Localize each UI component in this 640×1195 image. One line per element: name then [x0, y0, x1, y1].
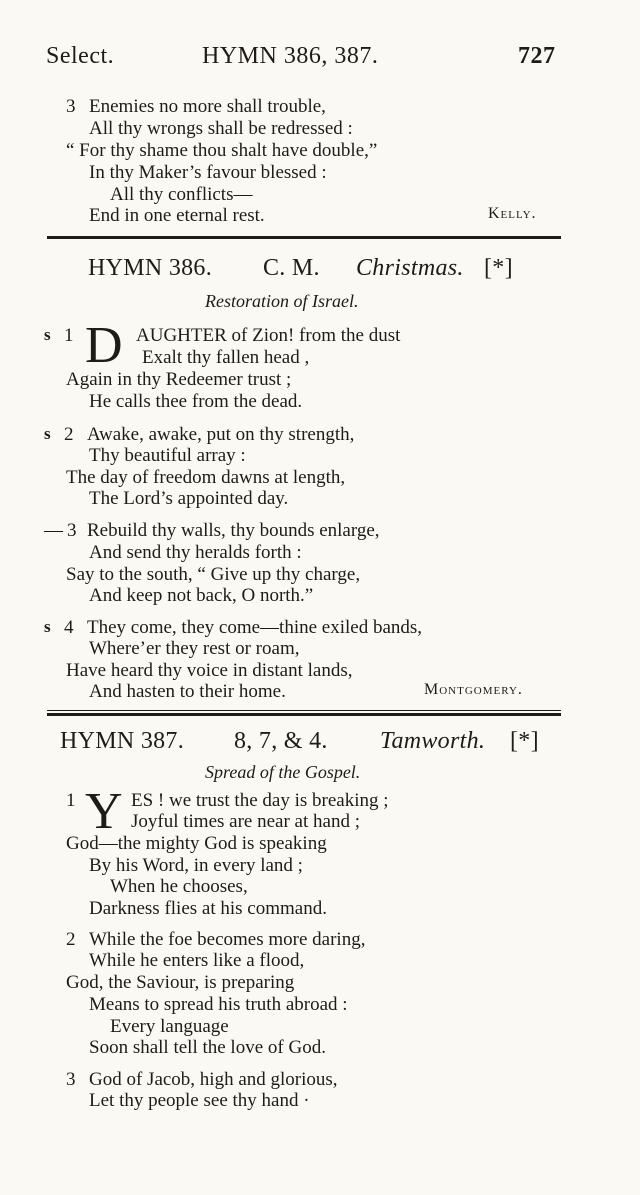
- verse-line: Have heard thy voice in distant lands,: [66, 660, 353, 681]
- stanza-number: 1: [66, 790, 76, 811]
- verse-line: When he chooses,: [110, 876, 248, 897]
- verse-line: Let thy people see thy hand ·: [89, 1090, 310, 1111]
- hymn-subtitle: Restoration of Israel.: [205, 291, 359, 311]
- verse-line: Say to the south, “ Give up thy charge,: [66, 564, 361, 585]
- stanza-number: 4: [64, 617, 74, 638]
- hymn-tune: Christmas.: [356, 255, 464, 281]
- drop-cap: Y: [85, 783, 123, 840]
- hymn-tune: Tamworth.: [380, 728, 486, 754]
- hymn-number: HYMN 387.: [60, 728, 185, 754]
- hymn-author: Montgomery.: [424, 681, 523, 698]
- verse-line: Darkness flies at his command.: [89, 898, 327, 919]
- verse-line: While he enters like a flood,: [89, 950, 305, 971]
- stanza-number: 2: [66, 929, 76, 950]
- verse-line: They come, they come—thine exiled bands,: [87, 617, 423, 638]
- verse-line: All thy conflicts—: [110, 184, 253, 205]
- running-header-section: Select.: [46, 43, 115, 69]
- verse-line: Rebuild thy walls, thy bounds enlarge,: [87, 520, 380, 541]
- stanza-number: 3: [66, 96, 76, 117]
- stanza-number: 2: [64, 424, 74, 445]
- verse-line: And send thy heralds forth :: [89, 542, 302, 563]
- section-divider-bottom: [47, 713, 561, 716]
- verse-line: In thy Maker’s favour blessed :: [89, 162, 327, 183]
- verse-line: He calls thee from the dead.: [89, 391, 303, 412]
- hymn-meter: 8, 7, & 4.: [234, 728, 328, 754]
- hymn-meter: C. M.: [263, 255, 320, 281]
- verse-line: And keep not back, O north.”: [89, 585, 314, 606]
- stanza-number: 3: [66, 1069, 76, 1090]
- verse-line: Thy beautiful array :: [89, 445, 246, 466]
- drop-cap: D: [85, 317, 123, 374]
- verse-line: Where’er they rest or roam,: [89, 638, 300, 659]
- verse-line: Enemies no more shall trouble,: [89, 96, 326, 117]
- verse-line: By his Word, in every land ;: [89, 855, 303, 876]
- verse-line: God—the mighty God is speaking: [66, 833, 327, 854]
- verse-line: Means to spread his truth abroad :: [89, 994, 348, 1015]
- verse-line: ES ! we trust the day is breaking ;: [131, 790, 389, 811]
- verse-line: The day of freedom dawns at length,: [66, 467, 346, 488]
- running-header-title: HYMN 386, 387.: [202, 43, 379, 69]
- hymn-subtitle: Spread of the Gospel.: [205, 762, 361, 782]
- verse-line: Joyful times are near at hand ;: [131, 811, 360, 832]
- hymn-mark: [*]: [510, 728, 539, 754]
- section-divider-top: [47, 710, 561, 711]
- verse-line: End in one eternal rest.: [89, 205, 265, 226]
- stanza-mark: s: [44, 424, 51, 443]
- verse-line: Awake, awake, put on thy strength,: [87, 424, 355, 445]
- hymn-author: Kelly.: [488, 205, 537, 222]
- verse-line: And hasten to their home.: [89, 681, 286, 702]
- verse-line: God of Jacob, high and glorious,: [89, 1069, 338, 1090]
- verse-line: The Lord’s appointed day.: [89, 488, 289, 509]
- hymn-number: HYMN 386.: [88, 255, 213, 281]
- verse-line: All thy wrongs shall be redressed :: [89, 118, 353, 139]
- verse-line: “ For thy shame thou shalt have double,”: [66, 140, 378, 161]
- stanza-mark: s: [44, 617, 51, 636]
- verse-line: AUGHTER of Zion! from the dust: [136, 325, 401, 346]
- stanza-number: 3: [67, 520, 77, 541]
- stanza-mark: —: [44, 520, 63, 541]
- verse-line: Exalt thy fallen head ,: [142, 347, 310, 368]
- stanza-number: 1: [64, 325, 74, 346]
- verse-line: Soon shall tell the love of God.: [89, 1037, 326, 1058]
- hymn-mark: [*]: [484, 255, 513, 281]
- stanza-mark: s: [44, 325, 51, 344]
- page-number: 727: [518, 43, 556, 69]
- section-divider: [47, 236, 561, 239]
- verse-line: Every language: [110, 1016, 229, 1037]
- verse-line: Again in thy Redeemer trust ;: [66, 369, 292, 390]
- verse-line: God, the Saviour, is preparing: [66, 972, 295, 993]
- verse-line: While the foe becomes more daring,: [89, 929, 366, 950]
